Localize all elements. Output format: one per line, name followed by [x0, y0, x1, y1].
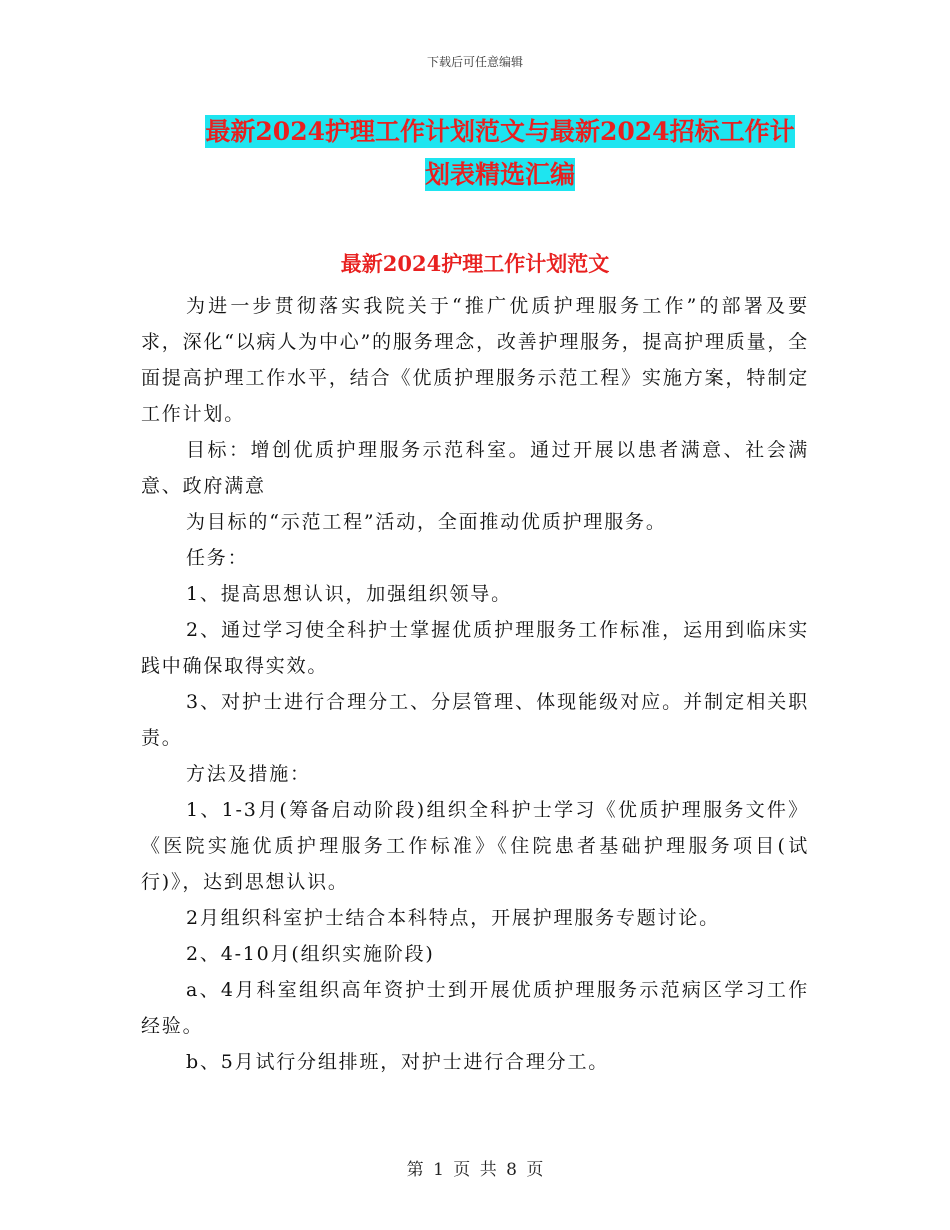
paragraph: 1、1-3月(筹备启动阶段)组织全科护士学习《优质护理服务文件》《医院实施优质护理服务工作标准》《住院患者基础护理服务项目(试行)》，达到思想认识。	[141, 799, 809, 893]
paragraph: 任务：	[186, 547, 249, 569]
page-header-note: 下载后可任意编辑	[426, 55, 523, 69]
paragraph: 1、提高思想认识，加强组织领导。	[186, 583, 512, 605]
paragraph: b、5月试行分组排班，对护士进行合理分工。	[186, 1051, 610, 1073]
paragraph: 方法及措施：	[186, 763, 311, 785]
paragraph: 为目标的“示范工程”活动，全面推动优质护理服务。	[186, 511, 667, 533]
page-number-footer: 第 1 页 共 8 页	[406, 1160, 544, 1180]
document-body	[141, 288, 809, 1080]
paragraph: a、4月科室组织高年资护士到开展优质护理服务示范病区学习工作经验。	[141, 979, 809, 1037]
document-title-line-2: 划表精选汇编	[424, 160, 575, 189]
document-title	[140, 110, 860, 196]
section-title: 最新2024护理工作计划范文	[340, 251, 610, 276]
paragraph: 2月组织科室护士结合本科特点，开展护理服务专题讨论。	[186, 907, 720, 929]
document-title-line-1: 最新2024护理工作计划范文与最新2024招标工作计	[205, 117, 795, 146]
paragraph: 2、4-10月(组织实施阶段)	[186, 943, 435, 965]
paragraph: 为进一步贯彻落实我院关于“推广优质护理服务工作”的部署及要求，深化“以病人为中心”的服务理念，改善护理服务，提高护理质量，全面提高护理工作水平，结合《优质护理服务示范工程》实施方案，特制定工作计划。	[141, 295, 809, 425]
paragraph: 3、对护士进行合理分工、分层管理、体现能级对应。并制定相关职责。	[141, 691, 809, 749]
paragraph: 目标：增创优质护理服务示范科室。通过开展以患者满意、社会满意、政府满意	[141, 439, 809, 497]
paragraph: 2、通过学习使全科护士掌握优质护理服务工作标准，运用到临床实践中确保取得实效。	[141, 619, 809, 677]
